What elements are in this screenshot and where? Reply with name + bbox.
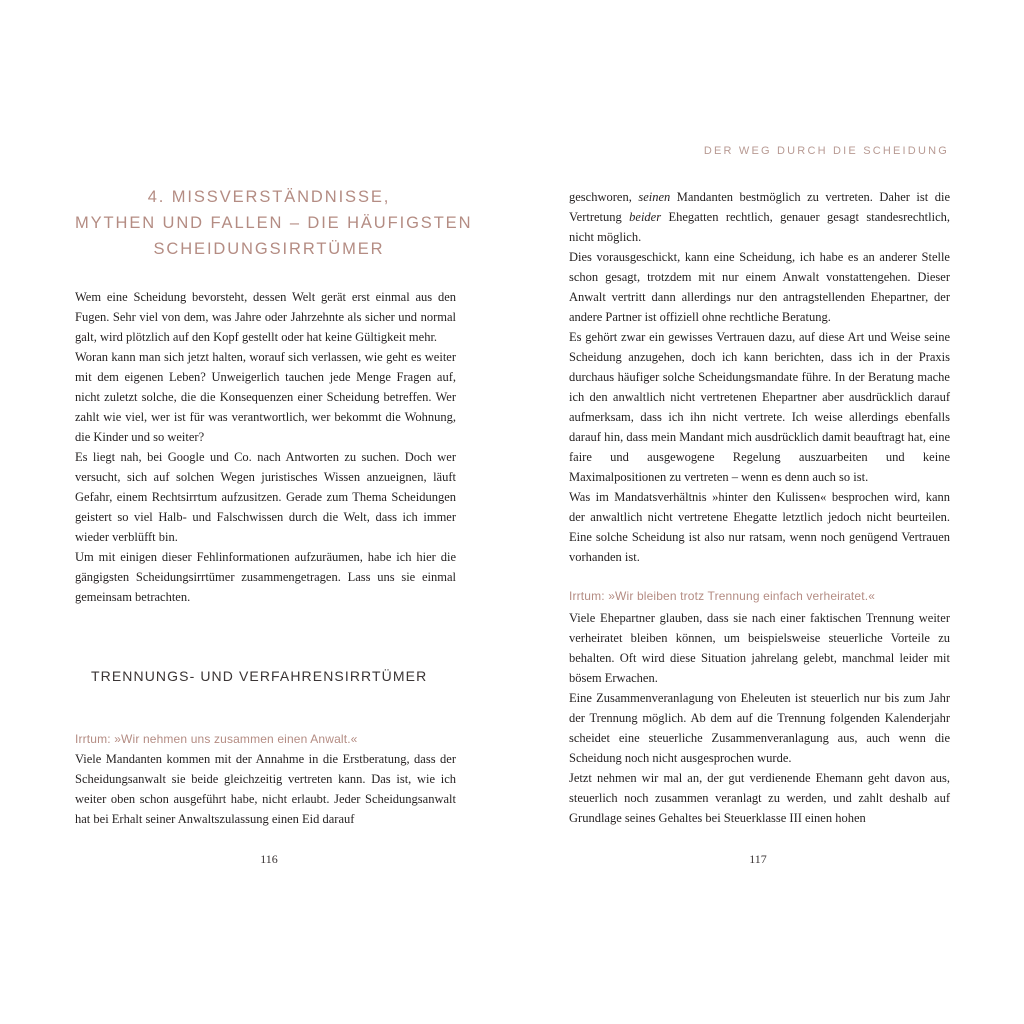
irrtum-heading-verheiratet: Irrtum: »Wir bleiben trotz Trennung einfach verheiratet.«: [569, 589, 876, 603]
intro-text: [75, 287, 456, 607]
text-run: Ehegatten rechtlich, genauer gesagt standesrechtlich, nicht möglich.: [569, 210, 950, 244]
emphasis-beider: beider: [629, 210, 662, 224]
text-run: Mandanten bestmöglich zu vertreten. Daher ist die Vertretung: [569, 190, 951, 224]
continuation-paragraph-1: [569, 187, 950, 247]
continuation-paragraph-3: Es gehört zwar ein gewisses Vertrauen dazu, auf diese Art und Weise seine Scheidung anzugehen, doch ich kann berichten, dass ich in der Praxis durchaus häufiger solche Scheidungsmandate führe. In der Beratung mache ich den anwaltlich nicht vertretenen Ehepartner aber ausdrücklich darauf aufmerksam, dass ich ihn nicht vertrete. Ich weise allerdings ebenfalls darauf hin, dass mein Mandant mich ausdrücklich damit beauftragt hat, eine faire und ausgewogene Regelung auszuarbeiten und keine Maximalpositionen zu vertreten – wenn es denn auch so ist.: [569, 330, 950, 484]
section-heading: TRENNUNGS- UND VERFAHRENSIRRTÜMER: [91, 668, 428, 684]
irrtum-paragraph-3: Jetzt nehmen wir mal an, der gut verdienende Ehemann geht davon aus, steuerlich noch zusammen veranlagt zu werden, und zahlt deshalb auf Grundlage seines Gehaltes bei Steuerklasse III einen hohen: [569, 771, 950, 825]
irrtum-heading-anwalt: Irrtum: »Wir nehmen uns zusammen einen Anwalt.«: [75, 732, 358, 746]
right-page: [512, 0, 1024, 1024]
irrtum-text-verheiratet: [569, 608, 950, 828]
continuation-text: [569, 187, 950, 567]
chapter-title-line-2: MYTHEN UND FALLEN – DIE HÄUFIGSTEN: [75, 214, 473, 232]
intro-paragraph-2: Woran kann man sich jetzt halten, worauf sich verlassen, wie geht es weiter mit dem eigenen Leben? Unweigerlich tauchen jede Menge Fragen auf, nicht zuletzt solche, die die Konsequenzen einer Scheidung betreffen. Wer zahlt wie viel, wer ist für was verantwortlich, wer bekommt die Wohnung, die Kinder und so weiter?: [75, 350, 456, 444]
running-head: DER WEG DURCH DIE SCHEIDUNG: [703, 145, 949, 157]
intro-paragraph-1: Wem eine Scheidung bevorsteht, dessen Welt gerät erst einmal aus den Fugen. Sehr viel von dem, was Jahre oder Jahrzehnte als sicher und normal galt, wird plötzlich auf den Kopf gestellt oder hat keine Gültigkeit mehr.: [75, 290, 456, 344]
irrtum-paragraph-2: Eine Zusammenveranlagung von Eheleuten ist steuerlich nur bis zum Jahr der Trennung möglich. Ab dem auf die Trennung folgenden Kalenderjahr scheidet eine steuerliche Zusammenveranlagung aus, auch wenn die Scheidung noch nicht ausgesprochen wurde.: [569, 691, 950, 765]
emphasis-seinen: seinen: [638, 190, 671, 204]
intro-paragraph-4: Um mit einigen dieser Fehlinformationen aufzuräumen, habe ich hier die gängigsten Scheidungsirrtümer zusammengetragen. Lass uns sie einmal gemeinsam betrachten.: [75, 550, 456, 604]
continuation-paragraph-4: Was im Mandatsverhältnis »hinter den Kulissen« besprochen wird, kann der anwaltlich nicht vertretene Ehegatte letztlich jedoch nicht beurteilen. Eine solche Scheidung ist also nur ratsam, wenn noch genügend Vertrauen vorhanden ist.: [569, 490, 950, 564]
chapter-title: [75, 184, 473, 262]
text-run: geschworen,: [569, 190, 639, 204]
page-number-right: 117: [749, 852, 767, 866]
page-number-left: 116: [260, 852, 278, 866]
irrtum-text-anwalt: [75, 749, 456, 829]
chapter-title-line-1: 4. MISSVERSTÄNDNISSE,: [147, 188, 391, 206]
irrtum-paragraph-1: Viele Ehepartner glauben, dass sie nach einer faktischen Trennung weiter verheiratet bleiben können, um beispielsweise steuerliche Vorteile zu behalten. Oft wird diese Situation jahrelang gelebt, manchmal leider mit bösem Erwachen.: [569, 611, 950, 685]
irrtum-paragraph: Viele Mandanten kommen mit der Annahme in die Erstberatung, dass der Scheidungsanwalt sie beide gleichzeitig vertreten kann. Das ist, wie ich weiter oben schon ausgeführt habe, nicht erlaubt. Jeder Scheidungsanwalt hat bei Erhalt seiner Anwaltszulassung einen Eid darauf: [75, 752, 456, 826]
intro-paragraph-3: Es liegt nah, bei Google und Co. nach Antworten zu suchen. Doch wer versucht, sich auf solchen Wegen juristisches Wissen anzueignen, läuft Gefahr, einem Rechtsirrtum aufzusitzen. Gerade zum Thema Scheidungen geistert so viel Halb- und Falschwissen durch die Welt, dass ich immer wieder verblüfft bin.: [75, 450, 456, 544]
continuation-paragraph-2: Dies vorausgeschickt, kann eine Scheidung, ich habe es an anderer Stelle schon gesagt, trotzdem mit nur einem Anwalt vonstattengehen. Dieser Anwalt vertritt dann allerdings nur den antragstellenden Ehepartner, der andere Partner ist offiziell ohne rechtliche Beratung.: [569, 250, 950, 324]
chapter-title-line-3: SCHEIDUNGSIRRTÜMER: [153, 240, 385, 258]
